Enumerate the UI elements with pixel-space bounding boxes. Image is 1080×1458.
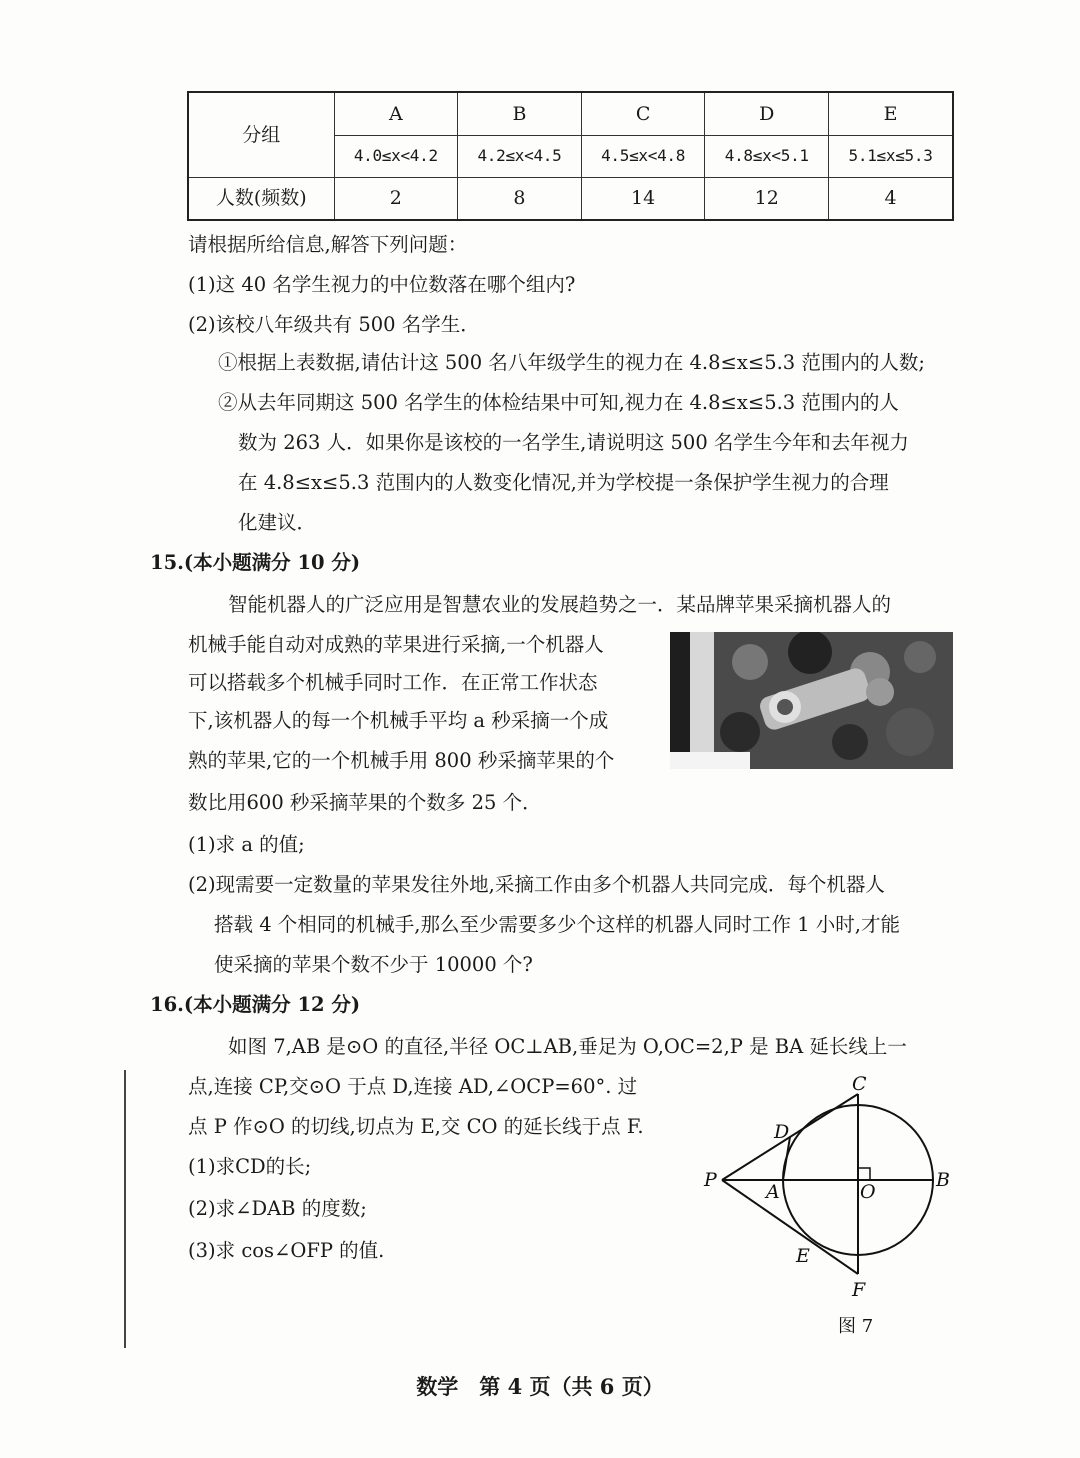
vision-frequency-table — [187, 91, 954, 221]
q15-line2: 机械手能自动对成熟的苹果进行采摘,一个机器人 — [188, 633, 604, 656]
point-c-label: C — [852, 1073, 867, 1095]
line-pf — [722, 1180, 858, 1274]
group-name-cell: E — [829, 92, 953, 135]
point-f-label: F — [852, 1279, 866, 1301]
q15-part2-line3: 使采摘的苹果个数不少于 10000 个? — [214, 953, 533, 976]
count-header-cell: 人数(频数) — [188, 177, 334, 220]
q14-part2-sub2-line1: ②从去年同期这 500 名学生的体检结果中可知,视力在 4.8≤x≤5.3 范围内的人 — [218, 391, 899, 414]
q14-part2: (2)该校八年级共有 500 名学生． — [188, 313, 480, 336]
group-range-cell: 4.2≤x<4.5 — [458, 135, 582, 177]
q15-line4: 下,该机器人的每一个机械手平均 a 秒采摘一个成 — [188, 709, 609, 732]
q15-line5: 熟的苹果,它的一个机械手用 800 秒采摘苹果的个 — [188, 749, 615, 772]
q14-part2-sub2-line3: 在 4.8≤x≤5.3 范围内的人数变化情况,并为学校提一条保护学生视力的合理 — [238, 471, 889, 494]
margin-rule — [124, 1070, 126, 1348]
group-range-cell: 4.5≤x<4.8 — [581, 135, 705, 177]
q16-line3: 点 P 作⊙O 的切线,切点为 E,交 CO 的延长线于点 F. — [188, 1115, 644, 1138]
q14-part2-sub1: ①根据上表数据,请估计这 500 名八年级学生的视力在 4.8≤x≤5.3 范围内的人数; — [218, 351, 925, 374]
count-cell: 8 — [458, 177, 582, 220]
q15-header: 15.(本小题满分 10 分) — [150, 551, 361, 574]
point-b-label: B — [936, 1169, 950, 1191]
point-p-label: P — [704, 1169, 717, 1191]
count-cell: 2 — [334, 177, 458, 220]
q15-part2-line1: (2)现需要一定数量的苹果发往外地,采摘工作由多个机器人共同完成．每个机器人 — [188, 873, 885, 896]
q15-part2-line2: 搭载 4 个相同的机械手,那么至少需要多少个这样的机器人同时工作 1 小时,才能 — [214, 913, 901, 936]
point-a-label: A — [766, 1181, 780, 1203]
point-o-label: O — [860, 1181, 876, 1203]
figure-7 — [700, 1072, 960, 1346]
group-name-cell: D — [705, 92, 829, 135]
count-cell: 12 — [705, 177, 829, 220]
q16-header: 16.(本小题满分 12 分) — [150, 993, 361, 1016]
group-header-cell: 分组 — [188, 92, 334, 177]
point-e-label: E — [796, 1245, 810, 1267]
q15-line6: 数比用600 秒采摘苹果的个数多 25 个． — [188, 791, 542, 814]
q16-line2: 点,连接 CP,交⊙O 于点 D,连接 AD,∠OCP=60°. 过 — [188, 1075, 638, 1098]
q16-part3: (3)求 cos∠OFP 的值. — [188, 1239, 385, 1262]
q16-line1: 如图 7,AB 是⊙O 的直径,半径 OC⊥AB,垂足为 O,OC=2,P 是 BA 延长线上一 — [228, 1035, 907, 1058]
count-cell: 4 — [829, 177, 953, 220]
apple-picking-robot-photo — [670, 632, 953, 769]
point-d-label: D — [774, 1121, 790, 1143]
count-cell: 14 — [581, 177, 705, 220]
q15-line1: 智能机器人的广泛应用是智慧农业的发展趋势之一．某品牌苹果采摘机器人的 — [228, 593, 892, 616]
group-range-cell: 5.1≤x≤5.3 — [829, 135, 953, 177]
group-name-cell: A — [334, 92, 458, 135]
q15-line3: 可以搭载多个机械手同时工作．在正常工作状态 — [188, 671, 598, 694]
q14-part2-sub2-line2: 数为 263 人．如果你是该校的一名学生,请说明这 500 名学生今年和去年视力 — [238, 431, 909, 454]
page-footer: 数学 第 4 页（共 6 页） — [416, 1374, 664, 1399]
group-name-cell: C — [581, 92, 705, 135]
group-name-cell: B — [458, 92, 582, 135]
q14-part2-sub2-line4: 化建议． — [238, 511, 317, 534]
right-angle-mark — [858, 1168, 870, 1180]
figure-caption: 图 7 — [838, 1316, 874, 1337]
q14-part1: (1)这 40 名学生视力的中位数落在哪个组内? — [188, 273, 576, 296]
q16-part2: (2)求∠DAB 的度数; — [188, 1197, 367, 1220]
q16-part1: (1)求CD的长; — [188, 1155, 312, 1178]
line-ad — [783, 1137, 790, 1180]
group-range-cell: 4.8≤x<5.1 — [705, 135, 829, 177]
q15-part1: (1)求 a 的值; — [188, 833, 305, 856]
group-range-cell: 4.0≤x<4.2 — [334, 135, 458, 177]
q14-intro: 请根据所给信息,解答下列问题： — [188, 233, 468, 256]
